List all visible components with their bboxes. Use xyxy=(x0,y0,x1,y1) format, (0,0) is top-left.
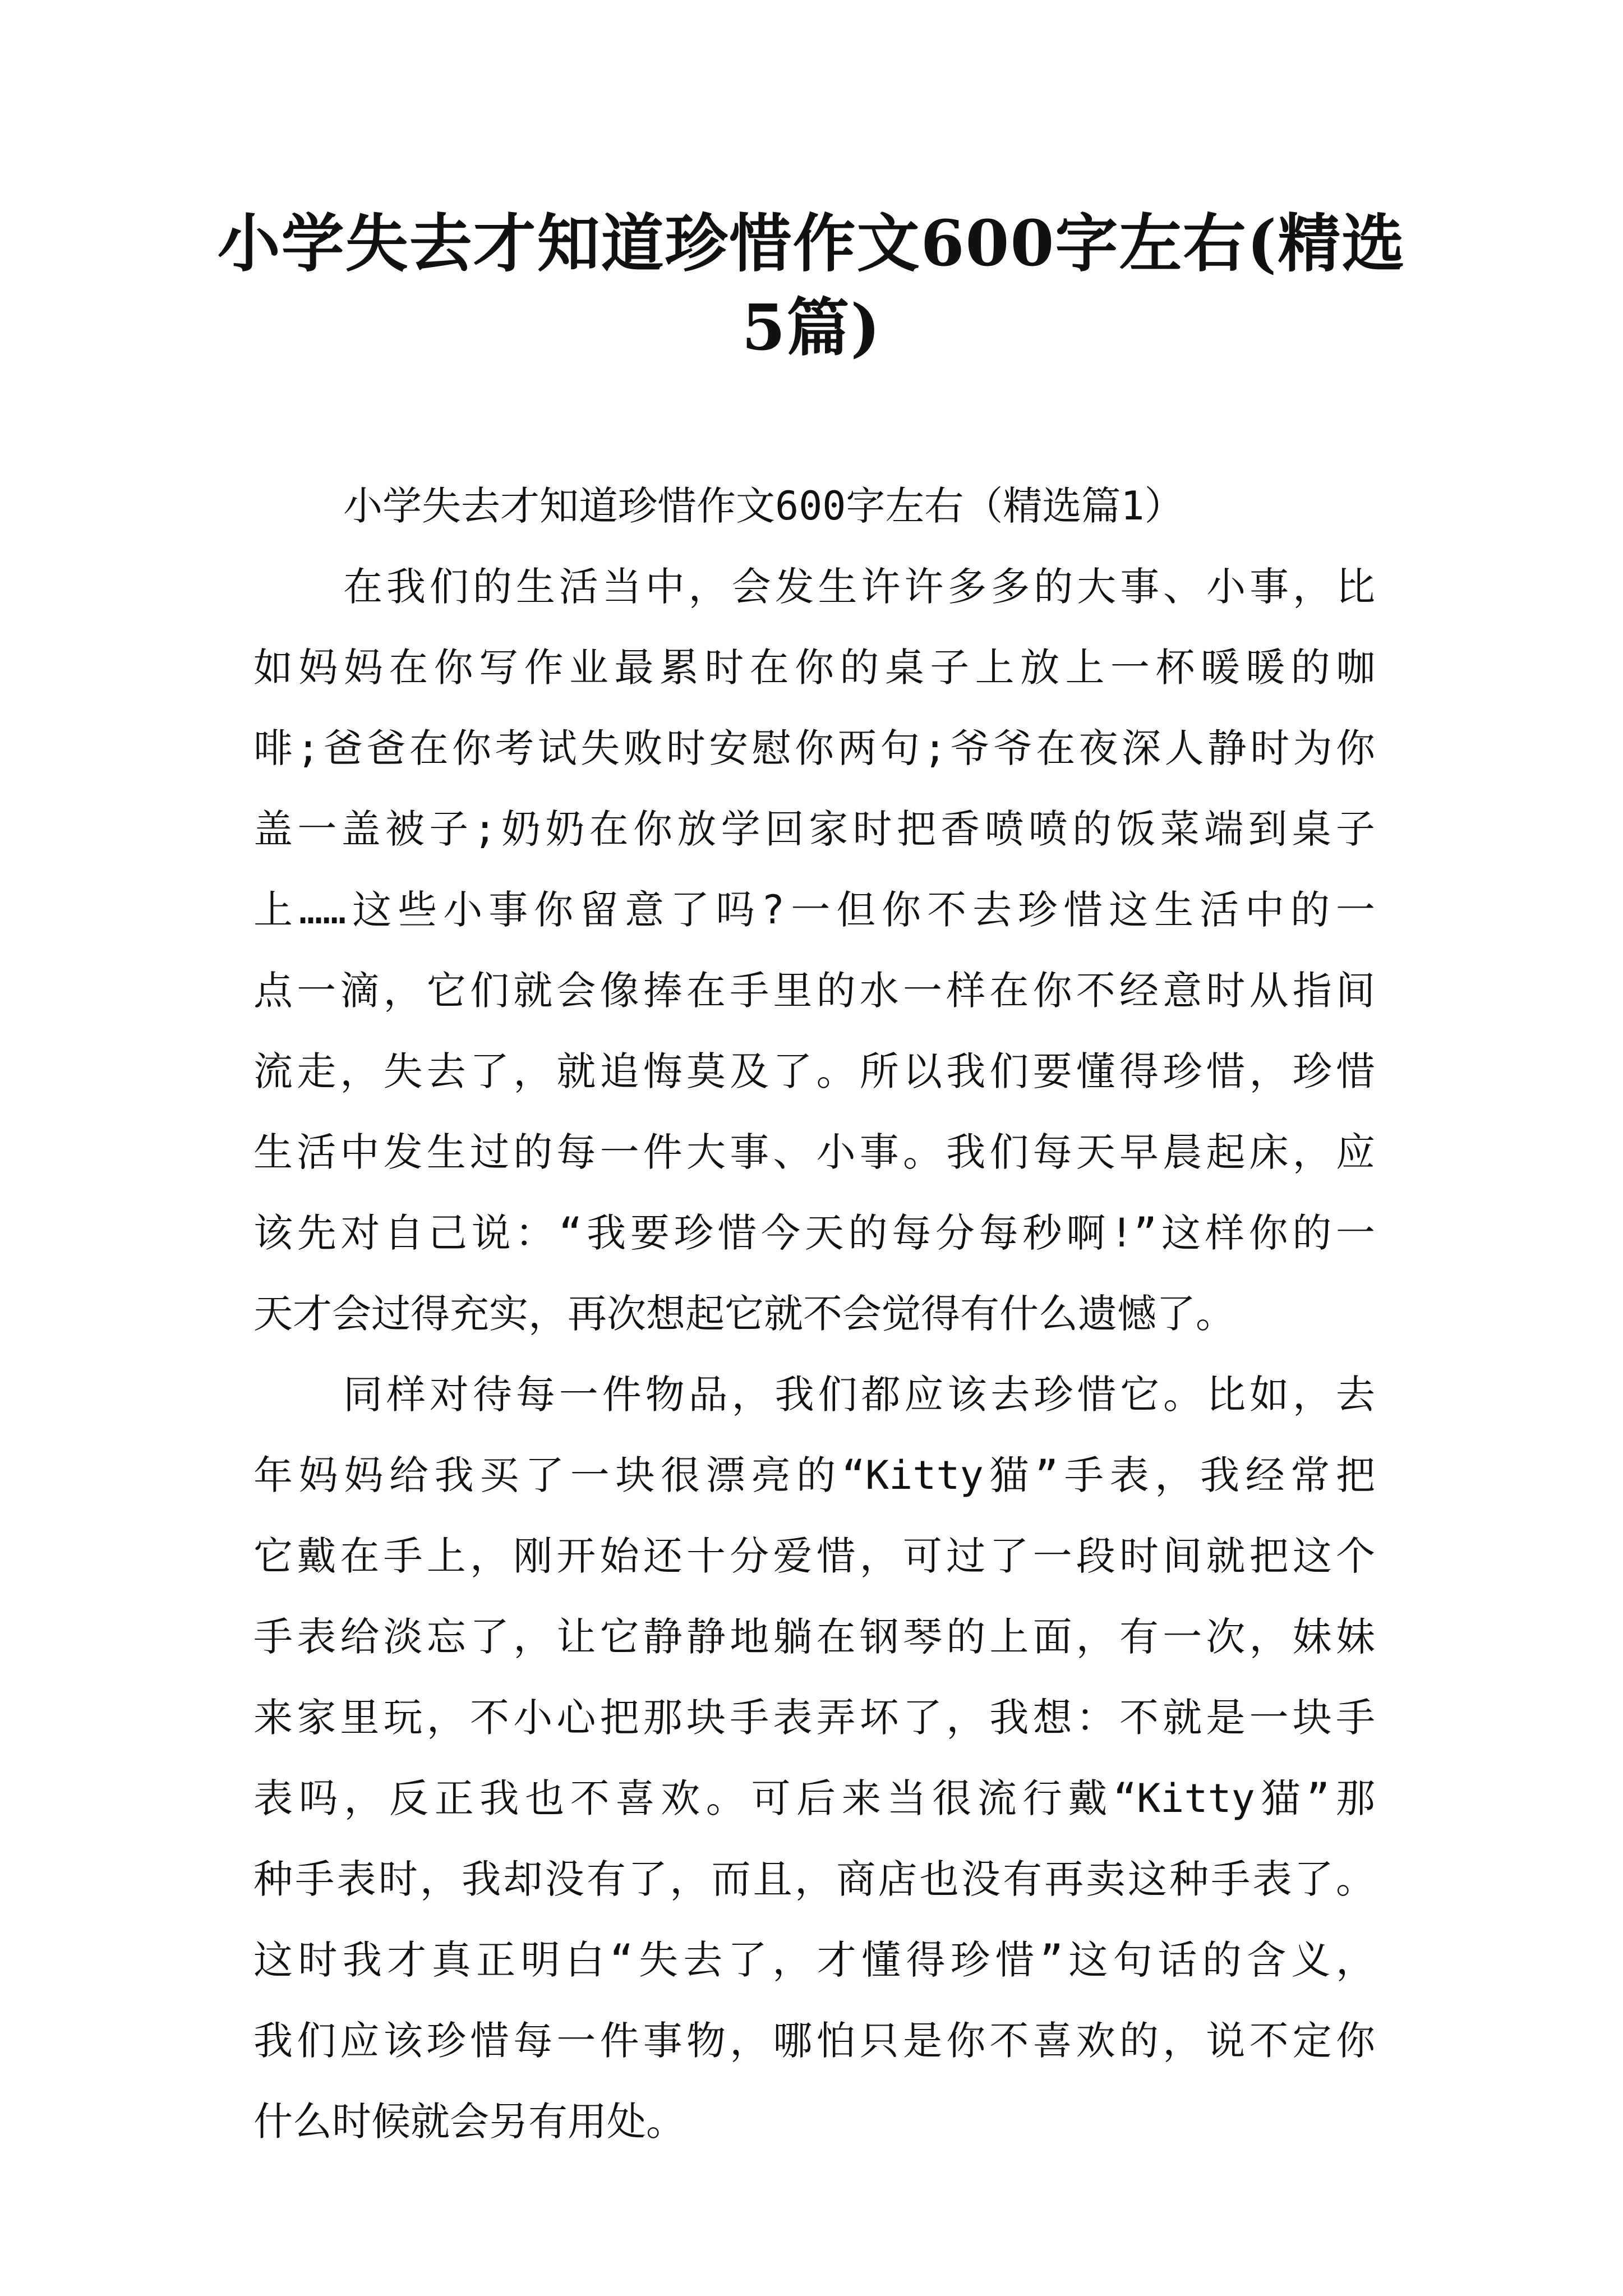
paragraph-2-line: 我们应该珍惜每一件事物，哪怕只是你不喜欢的，说不定你 xyxy=(253,2018,1375,2064)
paragraph-1-line: 天才会过得充实，再次想起它就不会觉得有什么遗憾了。 xyxy=(253,1291,1235,1337)
document-body xyxy=(253,466,1375,2162)
document-title-line-2: 5篇) xyxy=(741,291,882,365)
paragraph-2-line: 同样对待每一件物品，我们都应该去珍惜它。比如，去 xyxy=(343,1372,1375,1418)
paragraph-2-line: 手表给淡忘了，让它静静地躺在钢琴的上面，有一次，妹妹 xyxy=(253,1614,1375,1660)
paragraph-1-line: 该先对自己说：“我要珍惜今天的每分每秒啊!”这样你的一 xyxy=(253,1210,1375,1256)
paragraph-1-line: 上……这些小事你留意了吗?一但你不去珍惜这生活中的一 xyxy=(253,887,1375,933)
paragraph-1-line: 如妈妈在你写作业最累时在你的桌子上放上一杯暖暖的咖 xyxy=(253,645,1375,691)
paragraph-1-line: 啡;爸爸在你考试失败时安慰你两句;爷爷在夜深人静时为你 xyxy=(253,725,1375,771)
paragraph-2-line: 它戴在手上，刚开始还十分爱惜，可过了一段时间就把这个 xyxy=(253,1533,1375,1579)
document-title-line-1: 小学失去才知道珍惜作文600字左右(精选 xyxy=(217,207,1406,280)
paragraph-2-line: 种手表时，我却没有了，而且，商店也没有再卖这种手表了。 xyxy=(253,1856,1375,1902)
section-heading: 小学失去才知道珍惜作文600字左右（精选篇1） xyxy=(343,483,1184,529)
paragraph-2-line: 来家里玩，不小心把那块手表弄坏了，我想：不就是一块手 xyxy=(253,1695,1375,1741)
paragraph-2-line: 这时我才真正明白“失去了，才懂得珍惜”这句话的含义， xyxy=(253,1937,1375,1983)
paragraph-1-line: 盖一盖被子;奶奶在你放学回家时把香喷喷的饭菜端到桌子 xyxy=(253,806,1375,852)
paragraph-1-line: 在我们的生活当中，会发生许许多多的大事、小事，比 xyxy=(343,564,1375,610)
paragraph-1-line: 生活中发生过的每一件大事、小事。我们每天早晨起床，应 xyxy=(253,1129,1375,1175)
paragraph-2-line: 什么时候就会另有用处。 xyxy=(253,2099,685,2145)
paragraph-1-line: 流走，失去了，就追悔莫及了。所以我们要懂得珍惜，珍惜 xyxy=(253,1048,1375,1094)
paragraph-1-line: 点一滴，它们就会像捧在手里的水一样在你不经意时从指间 xyxy=(253,968,1375,1014)
paragraph-2-line: 表吗，反正我也不喜欢。可后来当很流行戴“Kitty猫”那 xyxy=(253,1775,1375,1821)
paragraph-2-line: 年妈妈给我买了一块很漂亮的“Kitty猫”手表，我经常把 xyxy=(253,1452,1375,1498)
